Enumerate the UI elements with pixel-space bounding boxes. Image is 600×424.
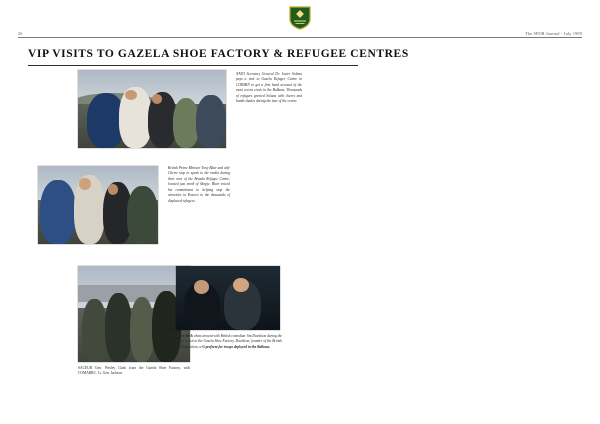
caption-lead-name: Cpl. Dave Beck [170, 334, 193, 338]
caption-body: chats around with British comedian Jim Davidson during the performer's visit to the Gazela Shoe Factory. Davidson, founder of the British Forces Foundation, will [170, 334, 282, 349]
title-rule [28, 65, 358, 66]
caption-tail: perform for troops deployed in the Balkans. [205, 344, 271, 349]
caption-wesley-clark: SACEUR Gen. Wesley Clark tours the Gazela Shoe Factory, with COMARRC, Lt. Gen. Jackson. [78, 366, 190, 376]
page-title: VIP VISITS TO GAZELA SHOE FACTORY & REFUGEE CENTRES [28, 48, 409, 60]
caption-cpl-dave-beck [170, 334, 282, 350]
photo-tony-blair [38, 166, 158, 244]
caption-nato-secretary-general: NATO Secretary General Dr. Javier Solana pays a visit to Gazela Refugee Centre in CORMIN to get a first hand account of the most recent crisis in the Balkans. Thousands of refugees greeted Solana with cheers and hands shakes during the tour of the centre. [236, 72, 302, 104]
header-rule [18, 37, 582, 38]
running-head: The SFOR Journal - July 1999 [525, 31, 582, 36]
photo-nato-secretary-general [78, 70, 226, 148]
caption-tony-blair: British Prime Minister Tony Blair and wife Cherie stop to speak to the media during their tour of the Brazda Refugee Centre, located just north of Skopje. Blair voiced his commitment to helping stop the atrocities in Kosovo to the thousands of displaced refugees. [168, 166, 230, 203]
page-number: 26 [18, 31, 23, 36]
sfor-crest-icon [289, 6, 311, 30]
photo-cpl-dave-beck [176, 266, 280, 330]
